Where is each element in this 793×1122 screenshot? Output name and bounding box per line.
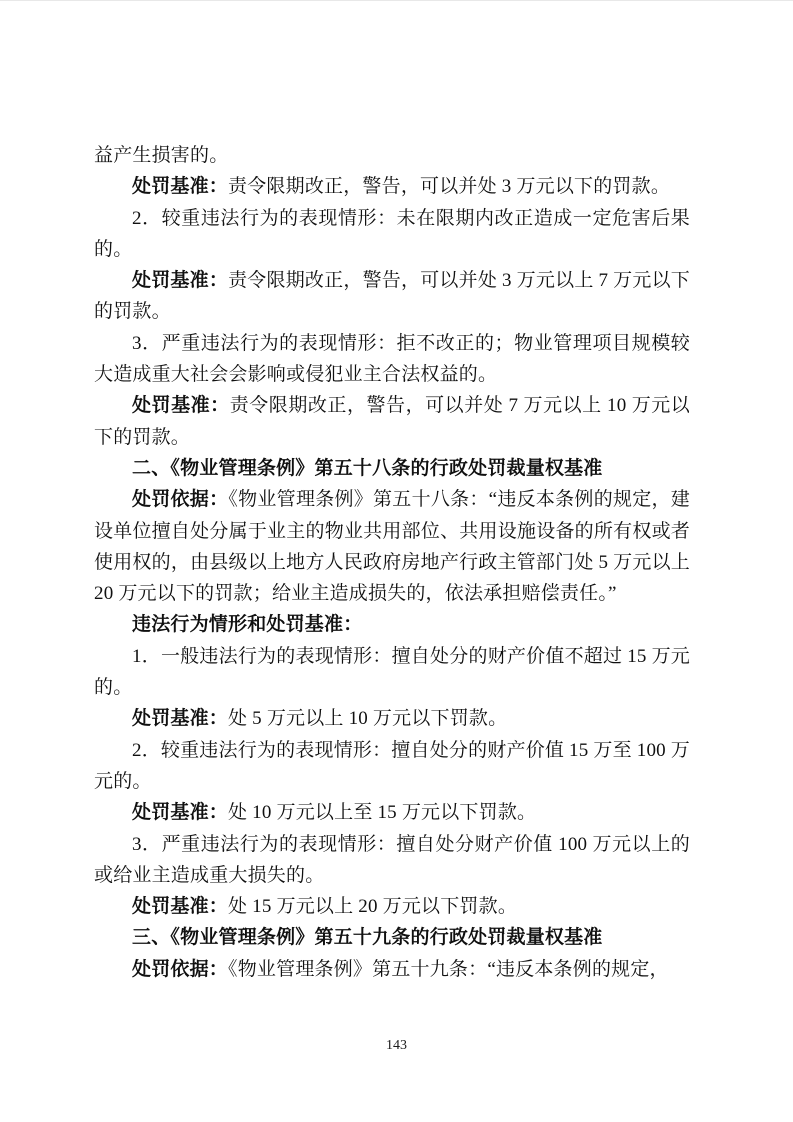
penalty-standard-label: 处罚基准：	[132, 270, 229, 292]
violation-case-paragraph: 3．严重违法行为的表现情形：拒不改正的；物业管理项目规模较大造成重大社会会影响或侵犯业主合法权益的。	[94, 332, 690, 386]
penalty-standard-text: 处 15 万元以上 20 万元以下罚款。	[228, 896, 518, 918]
penalty-standard-paragraph	[94, 390, 690, 453]
violation-case-paragraph: 1．一般违法行为的表现情形：擅自处分的财产价值不超过 15 万元的。	[94, 645, 690, 699]
violation-case-paragraph: 3．严重违法行为的表现情形：擅自处分财产价值 100 万元以上的或给业主造成重大损失的。	[94, 833, 690, 886]
penalty-standard-paragraph	[94, 891, 690, 922]
penalty-basis-label: 处罚依据：	[132, 958, 229, 980]
document-body-text	[94, 140, 690, 985]
penalty-standard-label: 处罚基准：	[132, 802, 229, 824]
penalty-standard-text: 责令限期改正，警告，可以并处 3 万元以上 7 万元以下的罚款。	[94, 270, 690, 323]
penalty-standard-text: 责令限期改正，警告，可以并处 3 万元以下的罚款。	[228, 176, 671, 198]
penalty-standard-paragraph	[94, 797, 690, 828]
penalty-basis-paragraph	[94, 954, 690, 985]
penalty-basis-paragraph	[94, 484, 690, 609]
penalty-standard-text: 责令限期改正，警告，可以并处 7 万元以上 10 万元以下的罚款。	[94, 395, 690, 448]
violation-case-paragraph: 2．较重违法行为的表现情形：未在限期内改正造成一定危害后果的。	[94, 207, 690, 260]
penalty-standard-paragraph	[94, 703, 690, 734]
penalty-basis-text: 《物业管理条例》第五十九条：“违反本条例的规定，	[228, 958, 669, 980]
section-heading-article-59: 三、《物业管理条例》第五十九条的行政处罚裁量权基准	[132, 927, 603, 949]
penalty-standard-paragraph	[94, 171, 690, 202]
penalty-basis-label: 处罚依据：	[132, 489, 229, 511]
penalty-standard-label: 处罚基准：	[132, 176, 229, 198]
penalty-standard-label: 处罚基准：	[132, 395, 230, 417]
section-heading-article-58: 二、《物业管理条例》第五十八条的行政处罚裁量权基准	[132, 457, 603, 479]
penalty-standard-label: 处罚基准：	[132, 708, 229, 730]
penalty-standard-text: 处 10 万元以上至 15 万元以下罚款。	[228, 802, 537, 824]
penalty-standard-label: 处罚基准：	[132, 896, 229, 918]
continuation-text: 益产生损害的。	[94, 145, 229, 166]
penalty-standard-text: 处 5 万元以上 10 万元以下罚款。	[228, 708, 508, 730]
page-number: 143	[386, 1038, 407, 1053]
subsection-heading-violations: 违法行为情形和处罚基准：	[132, 614, 363, 636]
violation-case-paragraph: 2．较重违法行为的表现情形：擅自处分的财产价值 15 万至 100 万元的。	[94, 739, 691, 792]
penalty-standard-paragraph	[94, 265, 690, 328]
penalty-basis-text: 《物业管理条例》第五十八条：“违反本条例的规定，建设单位擅自处分属于业主的物业共用部位、共用设施设备的所有权或者使用权的，由县级以上地方人民政府房地产行政主管部门处 5 万元以上 20 万元以下的罚款；给业主造成损失的，依法承担赔偿责任。”	[94, 489, 690, 605]
